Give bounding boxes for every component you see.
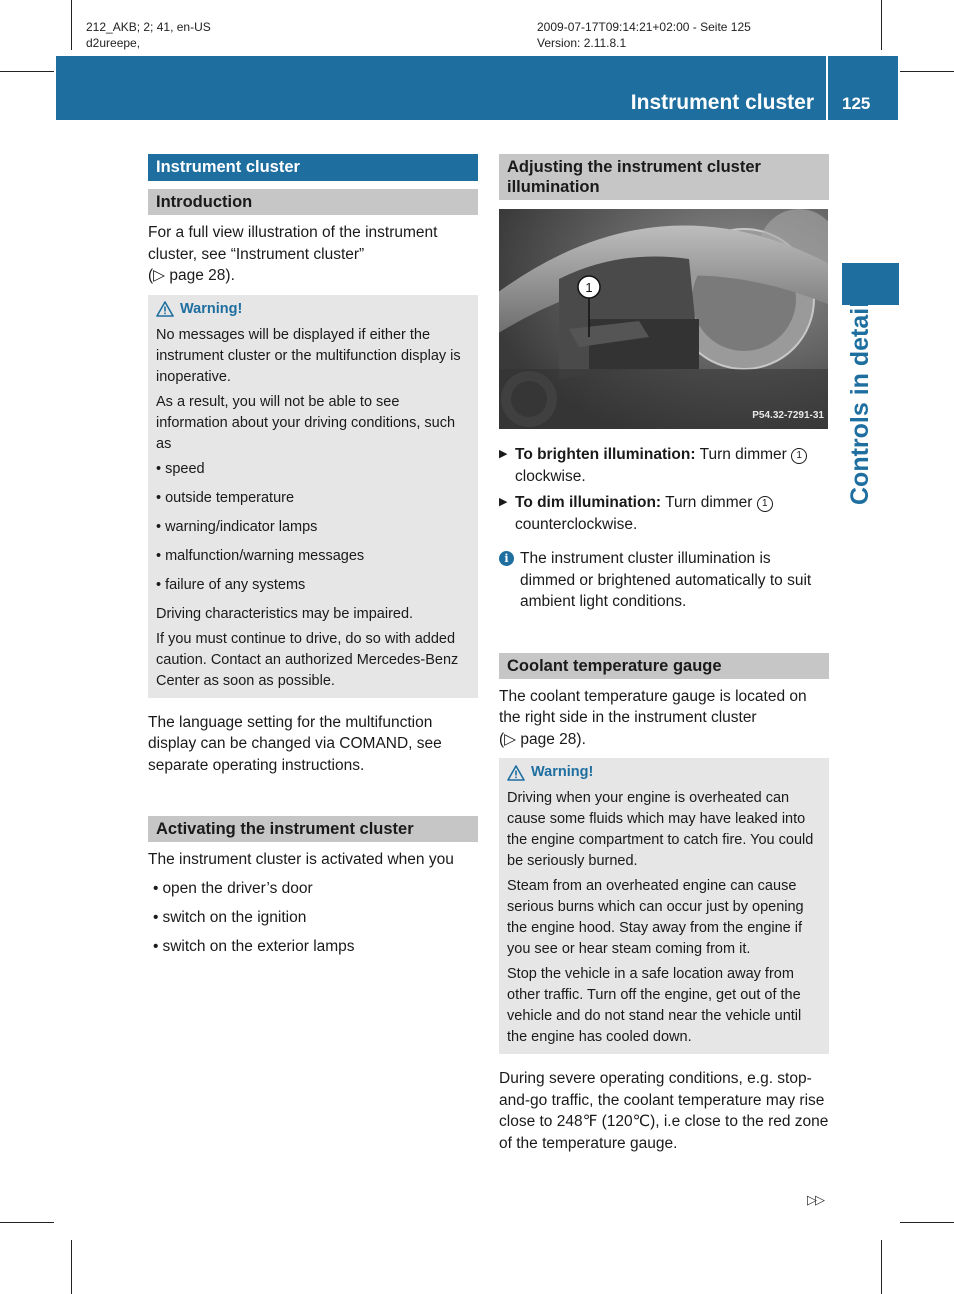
coolant-line: The coolant temperature gauge is located on (499, 687, 807, 705)
subsection-heading-activating: Activating the instrument cluster (148, 816, 478, 842)
warning-text: As a result, you will not be able to see information about your driving conditions, such as (156, 393, 456, 452)
subsection-heading-illumination: Adjusting the instrument cluster illumination (499, 154, 829, 200)
warning-title (156, 299, 470, 320)
page-header (56, 56, 898, 120)
step-text: Turn dimmer (665, 494, 753, 511)
warning-text: Stop the vehicle in a safe location away from other traffic. Turn off the engine, get out of the vehicle and do not stand near the vehicle until the engine has cooled down. (507, 966, 802, 1045)
warning-title-text: Warning! (531, 764, 594, 780)
warning-title-text: Warning! (180, 300, 243, 317)
list-item: • failure of any systems (156, 575, 470, 596)
subsection-heading-coolant: Coolant temperature gauge (499, 653, 829, 679)
callout-number: 1 (585, 280, 593, 295)
activating-list (148, 878, 478, 958)
step-label: To brighten illumination: (515, 446, 696, 463)
warning-list (156, 459, 470, 596)
photo-id: P54.32-7291-31 (752, 409, 824, 421)
meta-left-line2: d2ureepe, (86, 36, 141, 50)
list-item: • open the driver’s door (153, 878, 478, 900)
page-reference: (▷ page 28). (499, 730, 586, 748)
crop-mark (881, 1240, 882, 1294)
steering-wheel-illustration (499, 209, 828, 429)
page-number: 125 (842, 94, 871, 113)
step-text: counterclockwise. (515, 515, 638, 533)
print-meta-right (537, 19, 751, 51)
warning-triangle-icon (507, 765, 525, 781)
list-item: • speed (156, 459, 470, 480)
crop-mark (71, 0, 72, 50)
language-setting-text: The language setting for the multifunction display can be changed via COMAND, see separate operating instructions. (148, 713, 442, 774)
warning-title (507, 762, 821, 783)
warning-triangle-icon (156, 301, 174, 317)
coolant-closing-text: During severe operating conditions, e.g. stop-and-go traffic, the coolant temperature may rise close to 248℉ (120℃), i.e close to the red zone of the temperature gauge. (499, 1070, 829, 1152)
callout-ref-icon: 1 (791, 448, 807, 464)
step-brighten (499, 444, 829, 487)
meta-right-line2: Version: 2.11.8.1 (537, 36, 627, 50)
step-text: clockwise. (515, 467, 586, 485)
warning-text: Driving characteristics may be impaired. (156, 605, 414, 622)
right-column (499, 154, 829, 1154)
list-item: • switch on the ignition (153, 907, 478, 929)
callout-ref-icon: 1 (757, 496, 773, 512)
step-dim (499, 492, 829, 535)
illumination-steps (499, 444, 829, 535)
crop-mark (900, 1222, 954, 1223)
warning-box (148, 295, 478, 698)
meta-right-line1: 2009-07-17T09:14:21+02:00 - Seite 125 (537, 20, 751, 34)
crop-mark (0, 71, 54, 72)
header-section-title: Instrument cluster (630, 91, 814, 114)
warning-text: If you must continue to drive, do so with added caution. Contact an authorized Mercedes-Benz Center as soon as possible. (156, 630, 459, 689)
intro-text (148, 222, 478, 287)
activating-text: The instrument cluster is activated when you (148, 851, 454, 868)
coolant-text (499, 686, 829, 751)
info-icon: i (499, 551, 514, 566)
warning-text: Steam from an overheated engine can cause serious burns which can occur just by opening the engine hood. Stay away from the engine if you see or hear steam coming from it. (507, 878, 804, 957)
step-text: Turn dimmer (699, 446, 787, 463)
left-column (148, 154, 478, 958)
list-item: • malfunction/warning messages (156, 546, 470, 567)
step-arrow-icon: ▶ (499, 448, 508, 460)
intro-line: For a full view illustration of the instrument (148, 224, 438, 241)
crop-mark (881, 0, 882, 50)
continue-mark-icon: ▷▷ (807, 1192, 823, 1207)
instrument-cluster-photo (499, 209, 828, 429)
warning-text: Driving when your engine is overheated can cause some fluids which may have leaked into the engine compartment to catch fire. You could be seriously burned. (507, 790, 814, 869)
list-item: • outside temperature (156, 488, 470, 509)
meta-left-line1: 212_AKB; 2; 41, en-US (86, 20, 211, 34)
list-item: • switch on the exterior lamps (153, 936, 478, 958)
step-arrow-icon: ▶ (499, 496, 508, 508)
crop-mark (71, 1240, 72, 1294)
section-heading: Instrument cluster (148, 154, 478, 181)
side-tab-label: Controls in detail (846, 300, 874, 505)
intro-line: cluster, see “Instrument cluster” (148, 245, 365, 263)
list-item: • warning/indicator lamps (156, 517, 470, 538)
info-note-text: The instrument cluster illumination is dimmed or brightened automatically to suit ambient light conditions. (520, 550, 812, 610)
warning-box (499, 758, 829, 1054)
page-reference: (▷ page 28). (148, 267, 235, 284)
step-label: To dim illumination: (515, 494, 662, 511)
warning-text: No messages will be displayed if either the instrument cluster or the multifunction display is inoperative. (156, 326, 461, 385)
coolant-line: the right side in the instrument cluster (499, 709, 757, 726)
print-meta-left (86, 19, 211, 51)
crop-mark (0, 1222, 54, 1223)
info-note (499, 548, 829, 613)
subsection-heading-introduction: Introduction (148, 189, 478, 215)
crop-mark (900, 71, 954, 72)
header-divider (826, 56, 828, 120)
